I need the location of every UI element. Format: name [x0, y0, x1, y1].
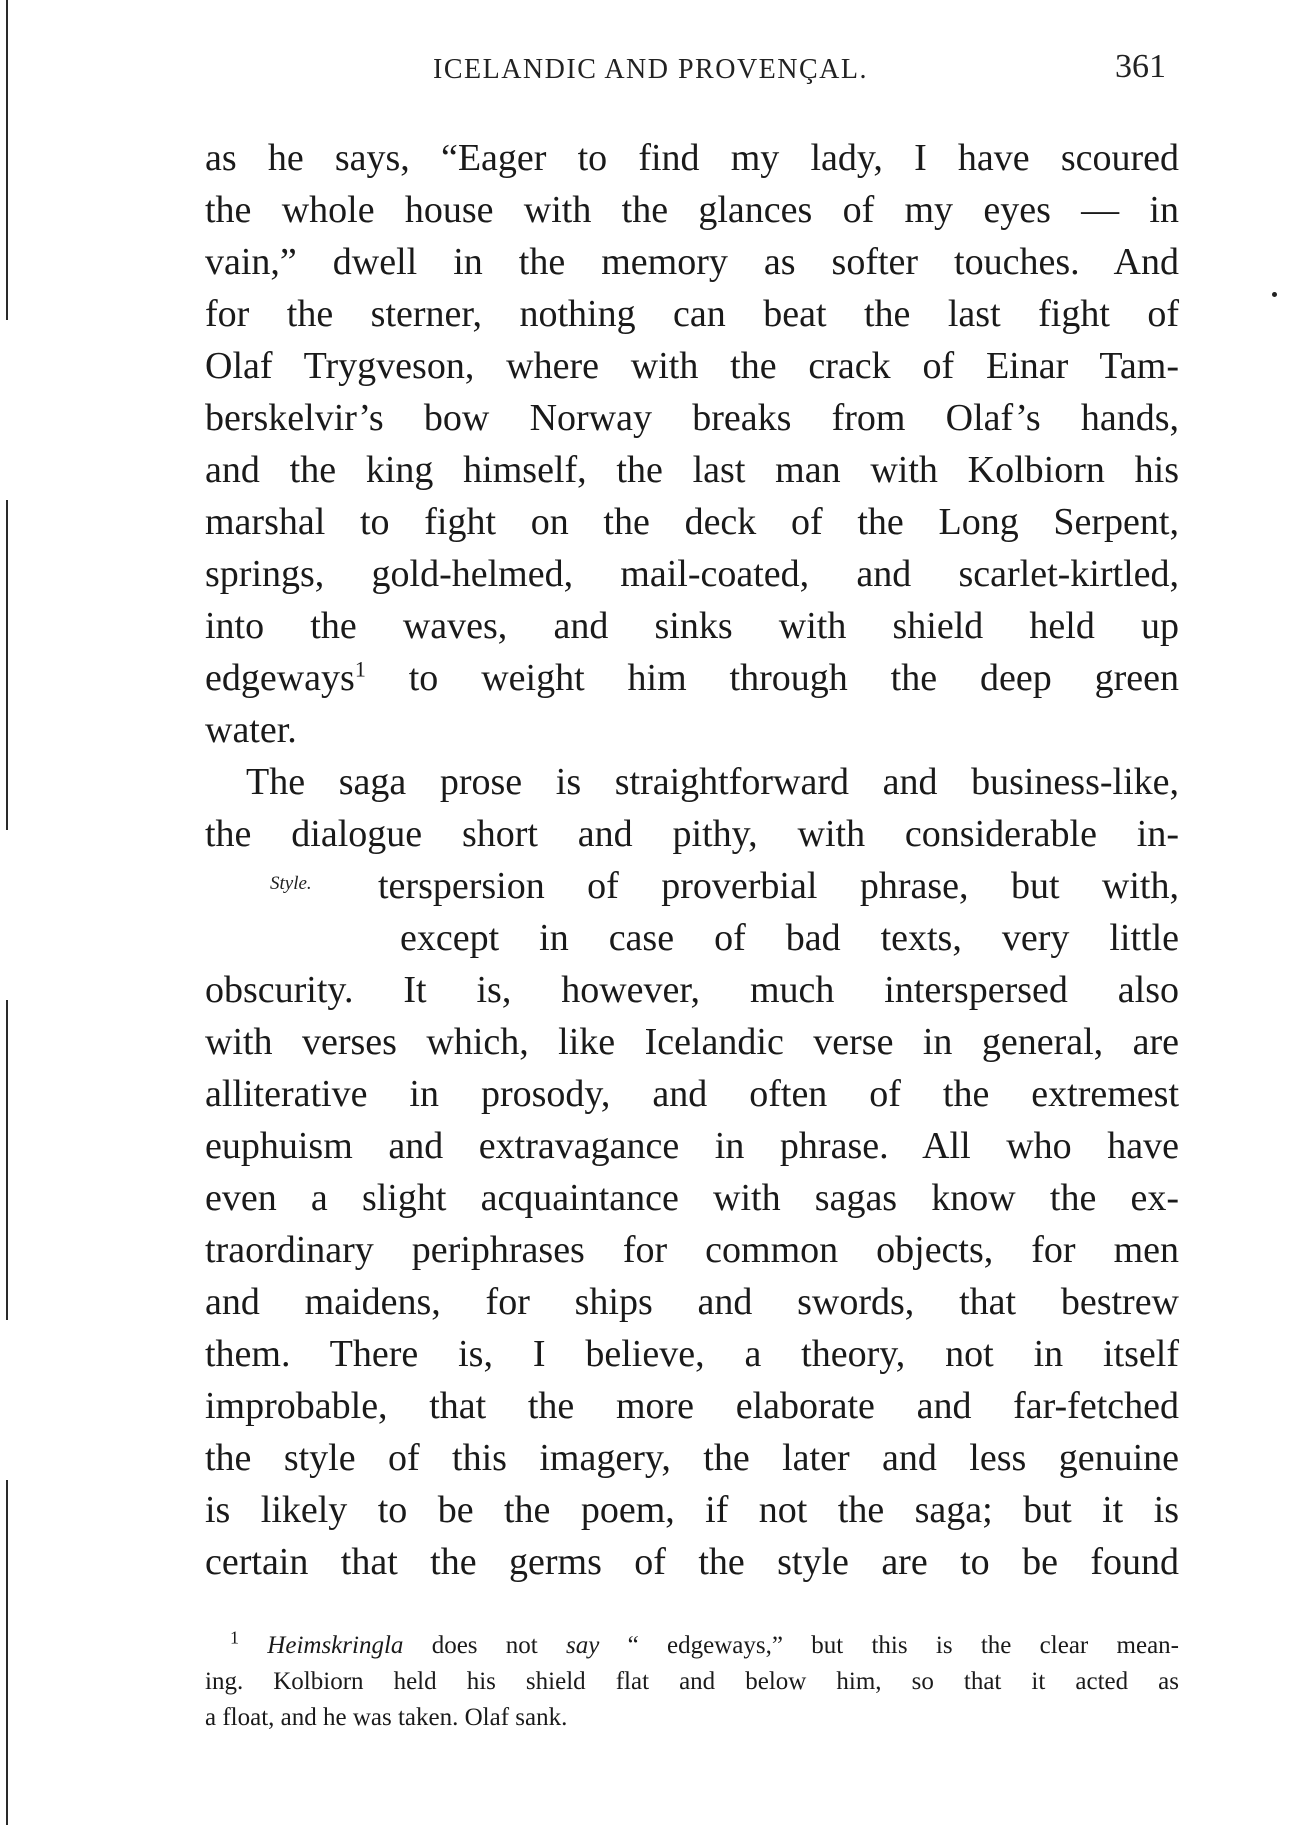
text-line: marshal to fight on the deck of the Long Serpent, — [205, 501, 1179, 543]
text-line: springs, gold-helmed, mail-coated, and scarlet-kirtled, — [205, 553, 1179, 595]
page-edge-line — [6, 1480, 8, 1825]
page-edge-line — [6, 500, 8, 830]
text-line: them. There is, I believe, a theory, not in itself — [205, 1333, 1179, 1375]
text-line: even a slight acquaintance with sagas know the ex- — [205, 1177, 1179, 1219]
page-edge-line — [6, 0, 8, 320]
text-line: The saga prose is straightforward and business-like, — [246, 761, 1179, 803]
text-line: the whole house with the glances of my eyes — in — [205, 189, 1179, 231]
text-line: euphuism and extravagance in phrase. All who have — [205, 1125, 1179, 1167]
text-line: except in case of bad texts, very little — [400, 917, 1179, 959]
running-title: ICELANDIC AND PROVENÇAL. — [433, 54, 868, 85]
text-line: for the sterner, nothing can beat the last fight of — [205, 293, 1179, 335]
footnote-title: Heimskringla — [267, 1632, 404, 1659]
text-line: berskelvir’s bow Norway breaks from Olaf’s hands, — [205, 397, 1179, 439]
text-line: Olaf Trygveson, where with the crack of Einar Tam- — [205, 345, 1179, 387]
text-fragment: to weight him through the deep green — [365, 657, 1179, 699]
footnote-text: does not — [403, 1632, 567, 1659]
text-line: water. — [205, 709, 297, 751]
text-line: traordinary periphrases for common objects, for men — [205, 1229, 1179, 1271]
text-line-with-footnote — [205, 652, 1179, 704]
scan-speck — [1272, 292, 1277, 297]
text-line: improbable, that the more elaborate and far-fetched — [205, 1385, 1179, 1427]
text-line: into the waves, and sinks with shield held up — [205, 605, 1179, 647]
text-line: certain that the germs of the style are to be found — [205, 1541, 1179, 1583]
footnote-mark: 1 — [230, 1627, 239, 1648]
text-line: is likely to be the poem, if not the saga; but it is — [205, 1489, 1179, 1531]
text-line: as he says, “Eager to find my lady, I have scoured — [205, 137, 1179, 179]
text-line: terspersion of proverbial phrase, but with, — [378, 865, 1179, 907]
page-edge-line — [6, 1000, 8, 1320]
footnote-text: “ edgeways,” but this is the clear mean- — [599, 1632, 1179, 1659]
footnote-line — [230, 1628, 1179, 1664]
text-line: the dialogue short and pithy, with considerable in- — [205, 813, 1179, 855]
footnote-emphasis: say — [566, 1632, 600, 1659]
text-line: and maidens, for ships and swords, that bestrew — [205, 1281, 1179, 1323]
page-number: 361 — [1115, 48, 1166, 85]
footnote-reference[interactable]: 1 — [354, 656, 366, 682]
text-fragment: edgeways — [205, 657, 355, 699]
text-line: vain,” dwell in the memory as softer touches. And — [205, 241, 1179, 283]
margin-note: Style. — [270, 873, 312, 894]
footnote-line: a float, and he was taken. Olaf sank. — [205, 1704, 568, 1731]
text-line: and the king himself, the last man with Kolbiorn his — [205, 449, 1179, 491]
footnote-line: ing. Kolbiorn held his shield flat and below him, so that it acted as — [205, 1668, 1179, 1695]
text-line: alliterative in prosody, and often of the extremest — [205, 1073, 1179, 1115]
text-line: obscurity. It is, however, much interspersed also — [205, 969, 1179, 1011]
text-line: with verses which, like Icelandic verse in general, are — [205, 1021, 1179, 1063]
text-line: the style of this imagery, the later and less genuine — [205, 1437, 1179, 1479]
